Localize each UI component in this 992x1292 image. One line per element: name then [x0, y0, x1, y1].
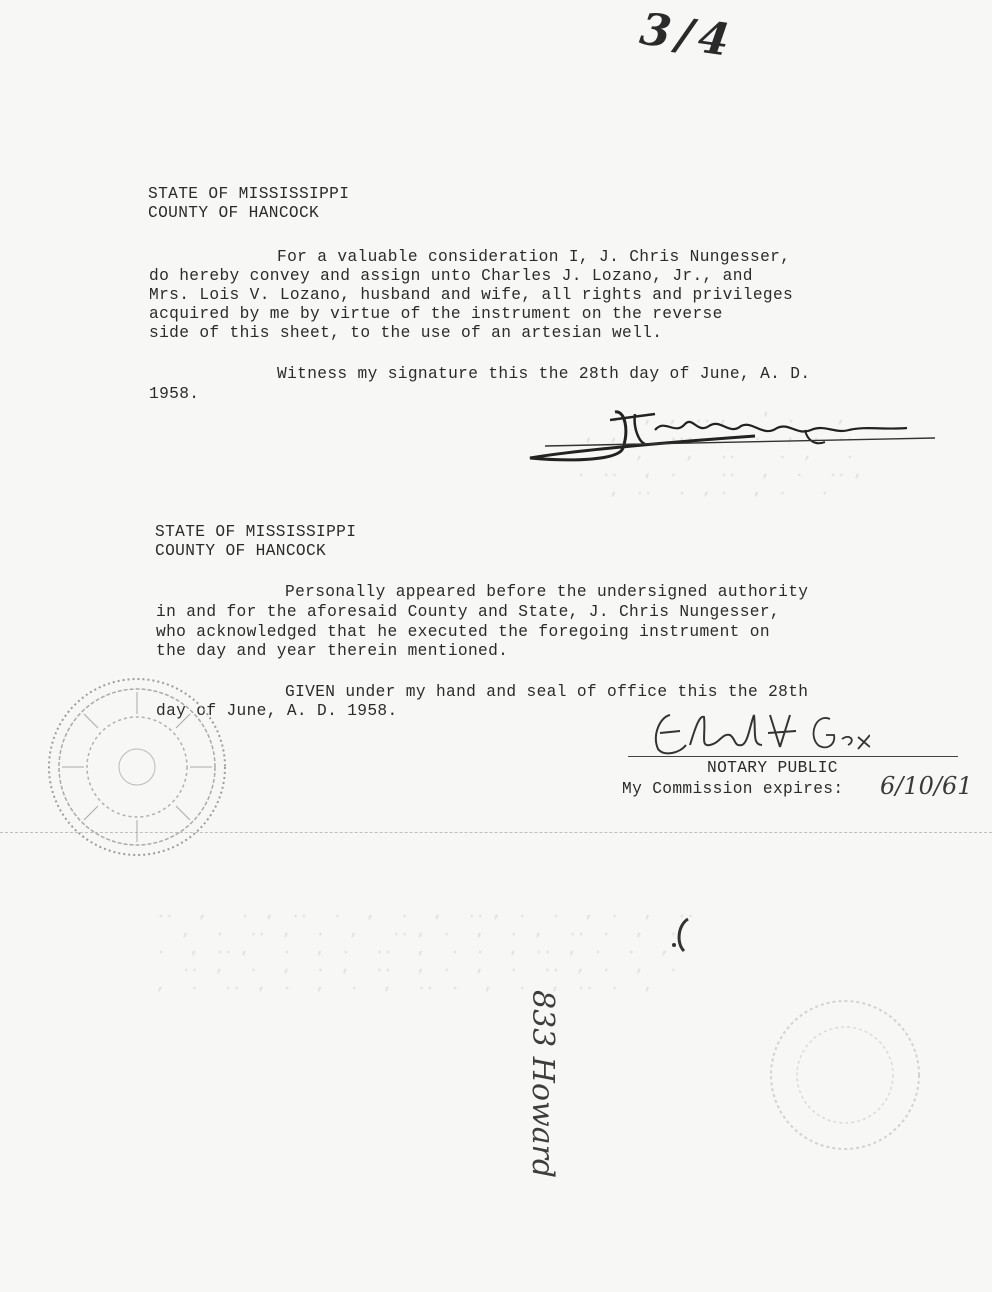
notary-title: NOTARY PUBLIC — [707, 759, 838, 777]
faint-seal — [765, 995, 925, 1155]
margin-note: 833 Howard — [525, 990, 560, 1179]
bleed-through-text-lower: .. , . , .. . , . , .. , . . , . , .. , . .. , . , .. , . , . , .. . , . . , .. , . , . .. , . . , .. , . . , .. , . , . , .. , . , . .. , . , . , . .. , . , . , .. . , . , .. . , — [156, 906, 695, 994]
county-heading-2: COUNTY OF HANCOCK — [155, 542, 327, 560]
acknowledgment-line-2: in and for the aforesaid County and State, J. Chris Nungesser, — [156, 603, 780, 621]
grantor-signature — [515, 400, 935, 480]
bleed-through-text: .. , , .. , ' . , , , . ... . . , . .. . , , .. . , . . .. , . .. , . .. , , .. . , . , . . — [576, 411, 863, 499]
conveyance-line-2: do hereby convey and assign unto Charles J. Lozano, Jr., and — [149, 267, 753, 285]
state-heading-1: STATE OF MISSISSIPPI — [148, 185, 350, 203]
conveyance-line-3: Mrs. Lois V. Lozano, husband and wife, all rights and privileges — [149, 286, 794, 304]
county-heading-1: COUNTY OF HANCOCK — [148, 204, 320, 222]
stray-marks — [668, 915, 708, 955]
commission-label: My Commission expires: — [622, 780, 844, 798]
acknowledgment-line-4: the day and year therein mentioned. — [156, 642, 509, 660]
state-heading-2: STATE OF MISSISSIPPI — [155, 523, 357, 541]
notary-seal — [42, 672, 232, 862]
witness-line-1: Witness my signature this the 28th day of June, A. D. — [277, 365, 811, 383]
commission-date: 6/10/61 — [880, 772, 973, 800]
notary-signature-line — [628, 756, 958, 757]
conveyance-line-1: For a valuable consideration I, J. Chris Nungesser, — [277, 248, 791, 266]
acknowledgment-line-1: Personally appeared before the undersigned authority — [285, 583, 809, 601]
acknowledgment-line-3: who acknowledged that he executed the foregoing instrument on — [156, 623, 770, 641]
given-line-2: day of June, A. D. 1958. — [156, 702, 398, 720]
fold-line — [0, 832, 992, 833]
witness-line-2: 1958. — [149, 385, 200, 403]
conveyance-line-5: side of this sheet, to the use of an artesian well. — [149, 324, 663, 342]
conveyance-line-4: acquired by me by virtue of the instrument on the reverse — [149, 305, 723, 323]
top-page-mark: 3/4 — [636, 3, 739, 68]
given-line-1: GIVEN under my hand and seal of office this the 28th — [285, 683, 809, 701]
